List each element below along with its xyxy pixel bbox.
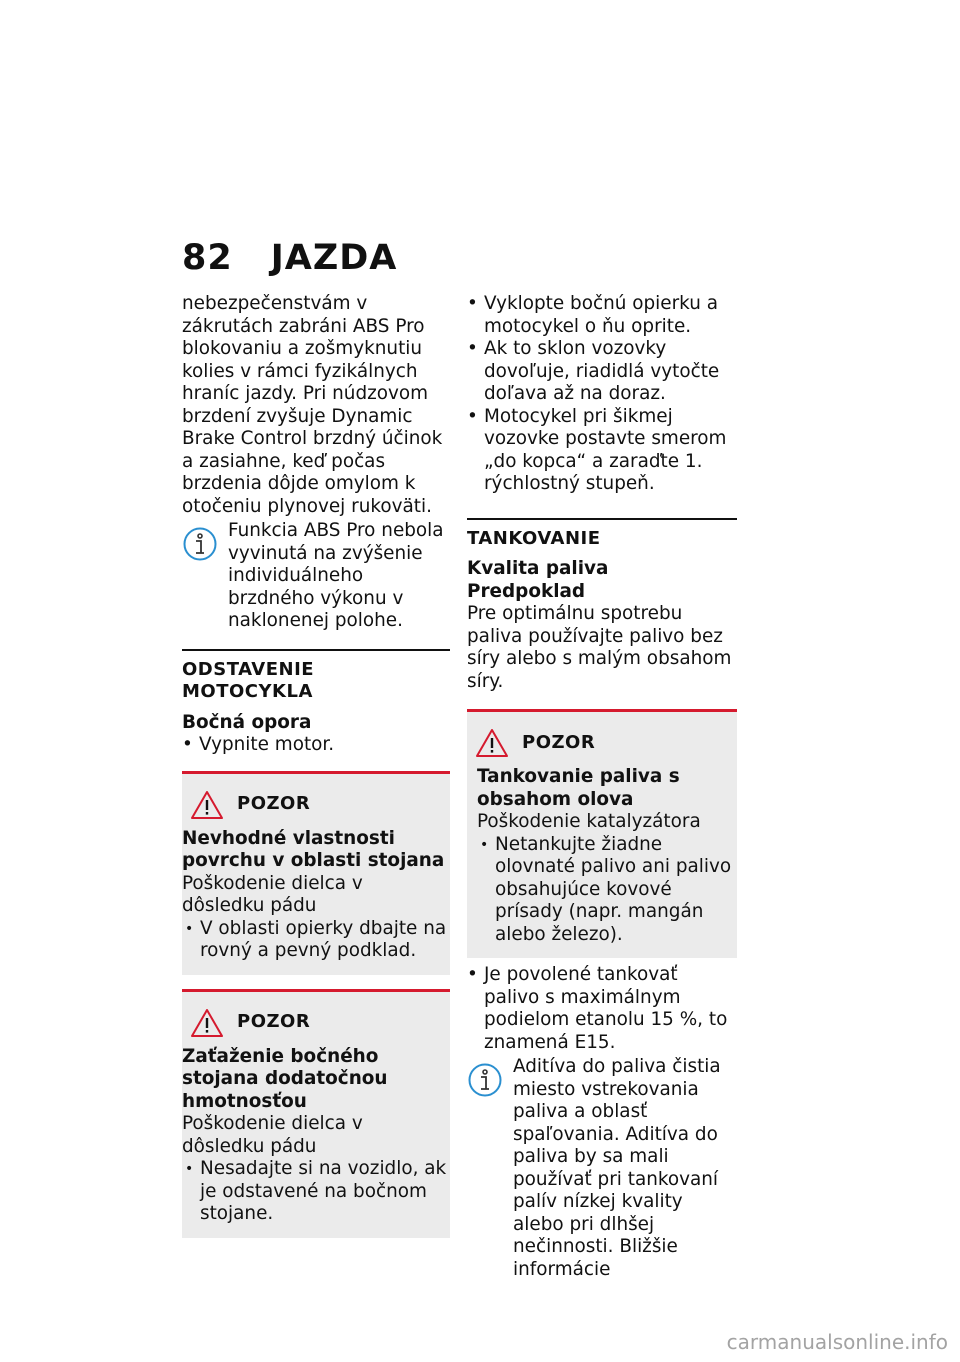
- warning-consequence: Poškodenie dielca v dôsledku pádu: [182, 1113, 363, 1157]
- warning-action: • Netankujte žiadne olovnaté palivo ani palivo obsahujúce kovové prísady (napr. mangán alebo železo).: [477, 834, 737, 947]
- warning-action: • V oblasti opierky dbajte na rovný a pevný podklad.: [182, 918, 450, 963]
- warning-box: [182, 989, 450, 1238]
- info-note: [182, 520, 450, 633]
- warning-label: POZOR: [237, 793, 311, 815]
- list-item: • Motocykel pri šikmej vozovke postavte smerom „do kopca“ a zaraďte 1. rýchlostný stupeň.: [467, 406, 737, 496]
- warning-icon: [475, 728, 509, 758]
- warning-label: POZOR: [522, 731, 596, 753]
- warning-label: POZOR: [237, 1011, 311, 1033]
- page-number: 82: [182, 238, 233, 278]
- warning-title: Tankovanie paliva s obsahom olova: [477, 766, 680, 810]
- info-text: Aditíva do paliva čistia miesto vstrekovania paliva a oblasť spaľovania. Aditíva do paliva by sa mali používať pri tankovaní palív nízkej kvality alebo pri dlhšej nečinnosti. Bližšie informácie: [513, 1056, 721, 1280]
- info-icon: [182, 526, 218, 562]
- page-header: [182, 238, 397, 278]
- chapter-title: JAZDA: [270, 238, 398, 278]
- section-heading-parking: ODSTAVENIE MOTOCYKLA: [182, 649, 450, 704]
- warning-consequence: Poškodenie dielca v dôsledku pádu: [182, 872, 363, 916]
- info-note: [467, 1056, 737, 1281]
- warning-icon: [190, 790, 224, 820]
- warning-icon: [190, 1008, 224, 1038]
- left-column: [182, 293, 450, 1238]
- list-item: • Vypnite motor.: [182, 734, 450, 757]
- info-text: Funkcia ABS Pro nebola vyvinutá na zvýšenie individuálneho brzdného výkonu v naklonenej polohe.: [228, 520, 444, 631]
- warning-box: [467, 709, 737, 958]
- list-item: • Ak to sklon vozovky dovoľuje, riadidlá vytočte doľava až na doraz.: [467, 338, 737, 406]
- warning-title: Nevhodné vlastnosti povrchu v oblasti stojana: [182, 827, 445, 871]
- prerequisite-text: Pre optimálnu spotrebu paliva používajte palivo bez síry alebo s malým obsahom síry.: [467, 603, 732, 692]
- list-item: • Je povolené tankovať palivo s maximálnym podielom etanolu 15 %, to znamená E15.: [467, 964, 737, 1054]
- warning-action: • Nesadajte si na vozidlo, ak je odstavené na bočnom stojane.: [182, 1158, 450, 1226]
- right-column: [467, 293, 737, 1281]
- subheading-prerequisite: Predpoklad: [467, 580, 586, 602]
- subheading-side-stand: Bočná opora: [182, 711, 312, 733]
- info-icon: [467, 1062, 503, 1098]
- warning-box: [182, 771, 450, 975]
- subheading-fuel-quality: Kvalita paliva: [467, 558, 609, 579]
- warning-title: Zaťaženie bočného stojana dodatočnou hmotnosťou: [182, 1045, 388, 1112]
- section-heading-refuelling: TANKOVANIE: [467, 518, 737, 551]
- intro-paragraph: nebezpečenstvám v zákrutách zabráni ABS Pro blokovaniu a zošmyknutiu kolies v rámci fyzikálnych hraníc jazdy. Pri núdzovom brzdení zvyšuje Dynamic Brake Control brzdný účinok a zasiahne, keď počas brzdenia dôjde omylom k otočeniu plynovej rukoväti.: [182, 293, 443, 517]
- list-item: • Vyklopte bočnú opierku a motocykel o ňu oprite.: [467, 293, 737, 338]
- watermark: carmanualsonline.info: [726, 1330, 948, 1354]
- warning-consequence: Poškodenie katalyzátora: [477, 811, 701, 832]
